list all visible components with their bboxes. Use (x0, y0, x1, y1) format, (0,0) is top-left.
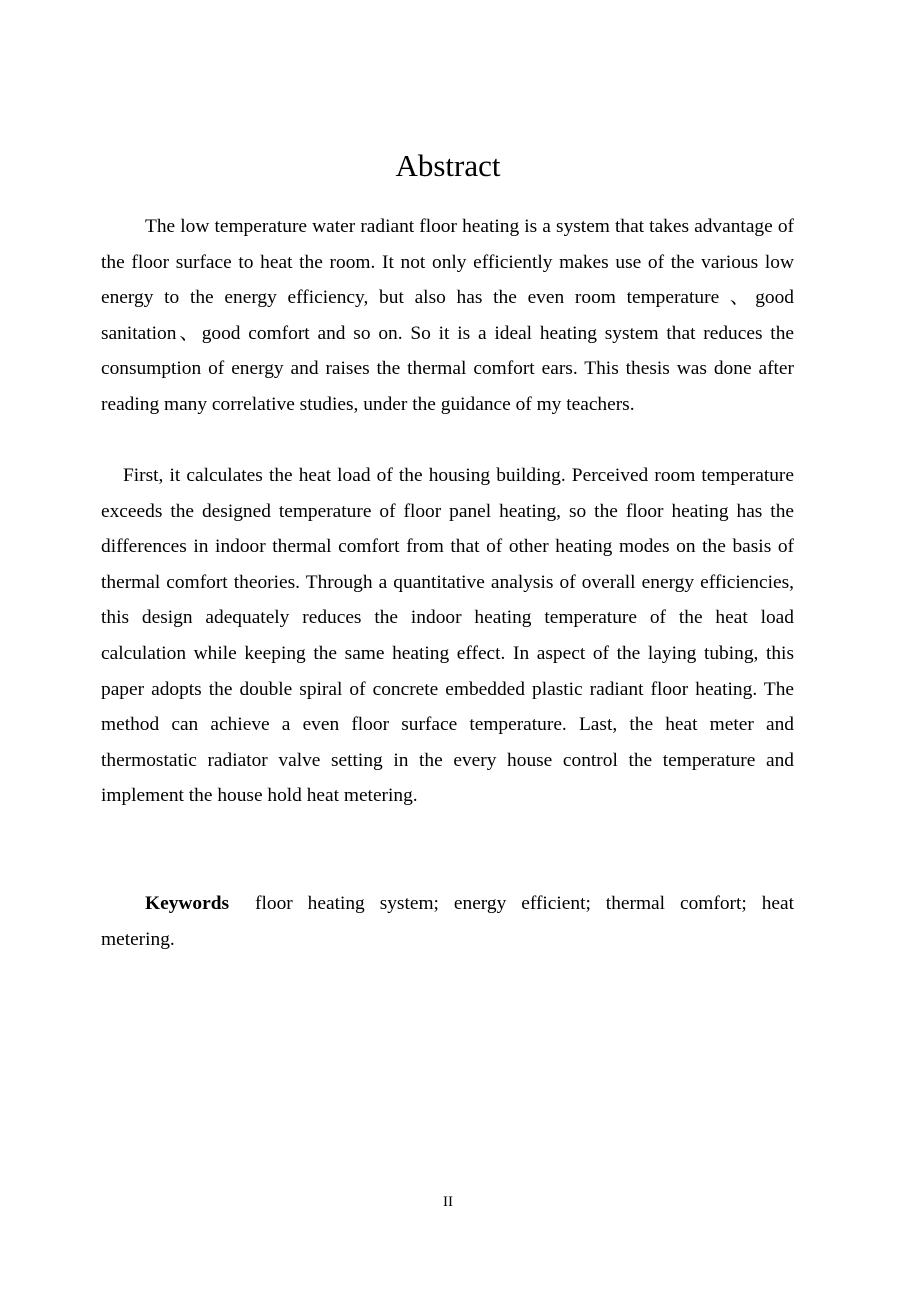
keywords-line (101, 886, 794, 957)
abstract-paragraph-1: The low temperature water radiant floor heating is a system that takes advantage of the floor surface to heat the room. It not only efficiently makes use of the various low energy to the energy efficiency, but also has the even room temperature 、good sanitation、good comfort and so on. So it is a ideal heating system that reduces the consumption of energy and raises the thermal comfort ears. This thesis was done after reading many correlative studies, under the guidance of my teachers. (101, 216, 794, 415)
keywords-label: Keywords (145, 893, 230, 914)
abstract-paragraph-2: First, it calculates the heat load of the housing building. Perceived room temperature exceeds the designed temperature of floor panel heating, so the floor heating has the differences in indoor thermal comfort from that of other heating modes on the basis of thermal comfort theories. Through a quantitative analysis of overall energy efficiencies, this design adequately reduces the indoor heating temperature of the heat load calculation while keeping the same heating effect. In aspect of the laying tubing, this paper adopts the double spiral of concrete embedded plastic radiant floor heating. The method can achieve a even floor surface temperature. Last, the heat meter and thermostatic radiator valve setting in the every house control the temperature and implement the house hold heat metering. (101, 465, 794, 807)
page-title: Abstract (395, 148, 501, 183)
keywords-text: floor heating system; energy efficient; thermal comfort; heat metering. (101, 893, 794, 950)
page-number: II (443, 1194, 453, 1210)
